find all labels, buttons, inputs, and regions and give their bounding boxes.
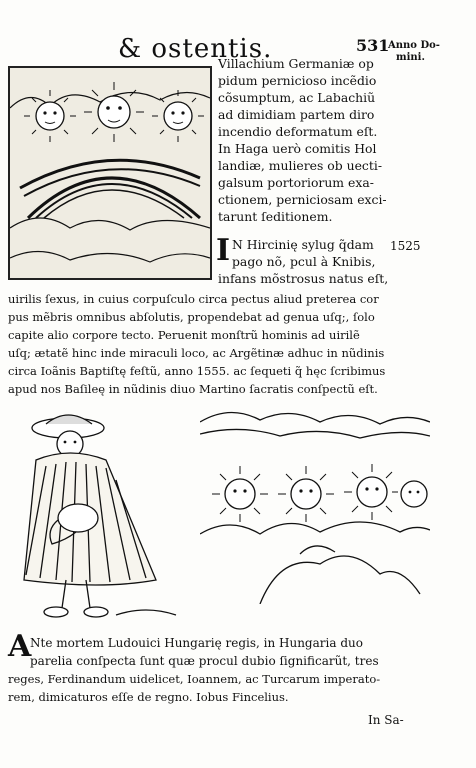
text-line: landiæ, mulieres ob uecti- bbox=[218, 158, 383, 173]
drop-cap: A bbox=[8, 629, 32, 664]
three-suns-and-rainbows-icon bbox=[10, 68, 210, 278]
four-suns-and-clouds-icon bbox=[200, 404, 430, 604]
text-line: reges, Ferdinandum uidelicet, Ioannem, ac Turcarum imperato- bbox=[8, 672, 381, 686]
text-line: circa Ioãnis Baptiſtę feſtũ, anno 1555. ac ſequeti q̃ hęc ſcribimus bbox=[8, 364, 386, 378]
text-line: Nte mortem Ludouici Hungarię regis, in Hungaria duo bbox=[30, 636, 363, 650]
text-line: apud nos Baſileę in nũdinis diuo Martino ſacratis conſpectũ eſt. bbox=[8, 382, 378, 396]
text-line: uſq; ætatẽ hinc inde miraculi loco, ac Argẽtinæ adhuc in nũdinis bbox=[8, 346, 385, 360]
margin-note-line: mini. bbox=[396, 52, 425, 63]
text-line: capite alio corpore tecto. Peruenit monſtrũ hominis ad uirilẽ bbox=[8, 328, 360, 342]
text-line: pago nõ, pcul à Knibis, bbox=[232, 254, 376, 269]
drop-cap: I bbox=[216, 233, 231, 268]
text-line: galsum portoriorum exa- bbox=[218, 175, 374, 190]
text-line: cõsumptum, ac Labachiũ bbox=[218, 90, 376, 105]
text-line: ad dimidiam partem diro bbox=[218, 107, 375, 122]
text-line: tarunt ſeditionem. bbox=[218, 209, 333, 224]
catchword: In Sa- bbox=[368, 713, 404, 727]
page-number: 531 bbox=[356, 36, 390, 55]
woodcut-four-suns bbox=[200, 404, 430, 604]
text-line: parelia conſpecta ſunt quæ procul dubio ſignificarũt, tres bbox=[30, 654, 379, 668]
text-line: pus mẽbris omnibus abſolutis, propendebat ad genua uſq;, ſolo bbox=[8, 310, 375, 324]
text-line: In Haga uerò comitis Hol bbox=[218, 141, 377, 156]
text-line: N Hircinię sylug q̃dam bbox=[232, 237, 374, 252]
text-line: ctionem, perniciosam exci- bbox=[218, 192, 387, 207]
margin-note-line: Anno Do- bbox=[388, 40, 440, 51]
margin-year: 1525 bbox=[390, 239, 421, 253]
woodcut-monstrous-man bbox=[6, 410, 196, 625]
margin-note bbox=[388, 40, 468, 64]
text-line: rem, dimicaturos eſſe de regno. Iobus Fincelius. bbox=[8, 690, 289, 704]
text-line: uirilis ſexus, in cuius corpuſculo circa pectus aliud preterea cor bbox=[8, 292, 379, 306]
woodcut-three-suns bbox=[8, 66, 212, 280]
text-line: pidum pernicioso incẽdio bbox=[218, 73, 377, 88]
running-head: & ostentis. bbox=[118, 34, 273, 64]
text-line: Villachium Germaniæ op bbox=[218, 56, 374, 71]
text-line: infans mõstrosus natus eſt, bbox=[218, 271, 389, 286]
text-line: incendio deformatum eſt. bbox=[218, 124, 378, 139]
monstrous-man-icon bbox=[6, 410, 196, 625]
